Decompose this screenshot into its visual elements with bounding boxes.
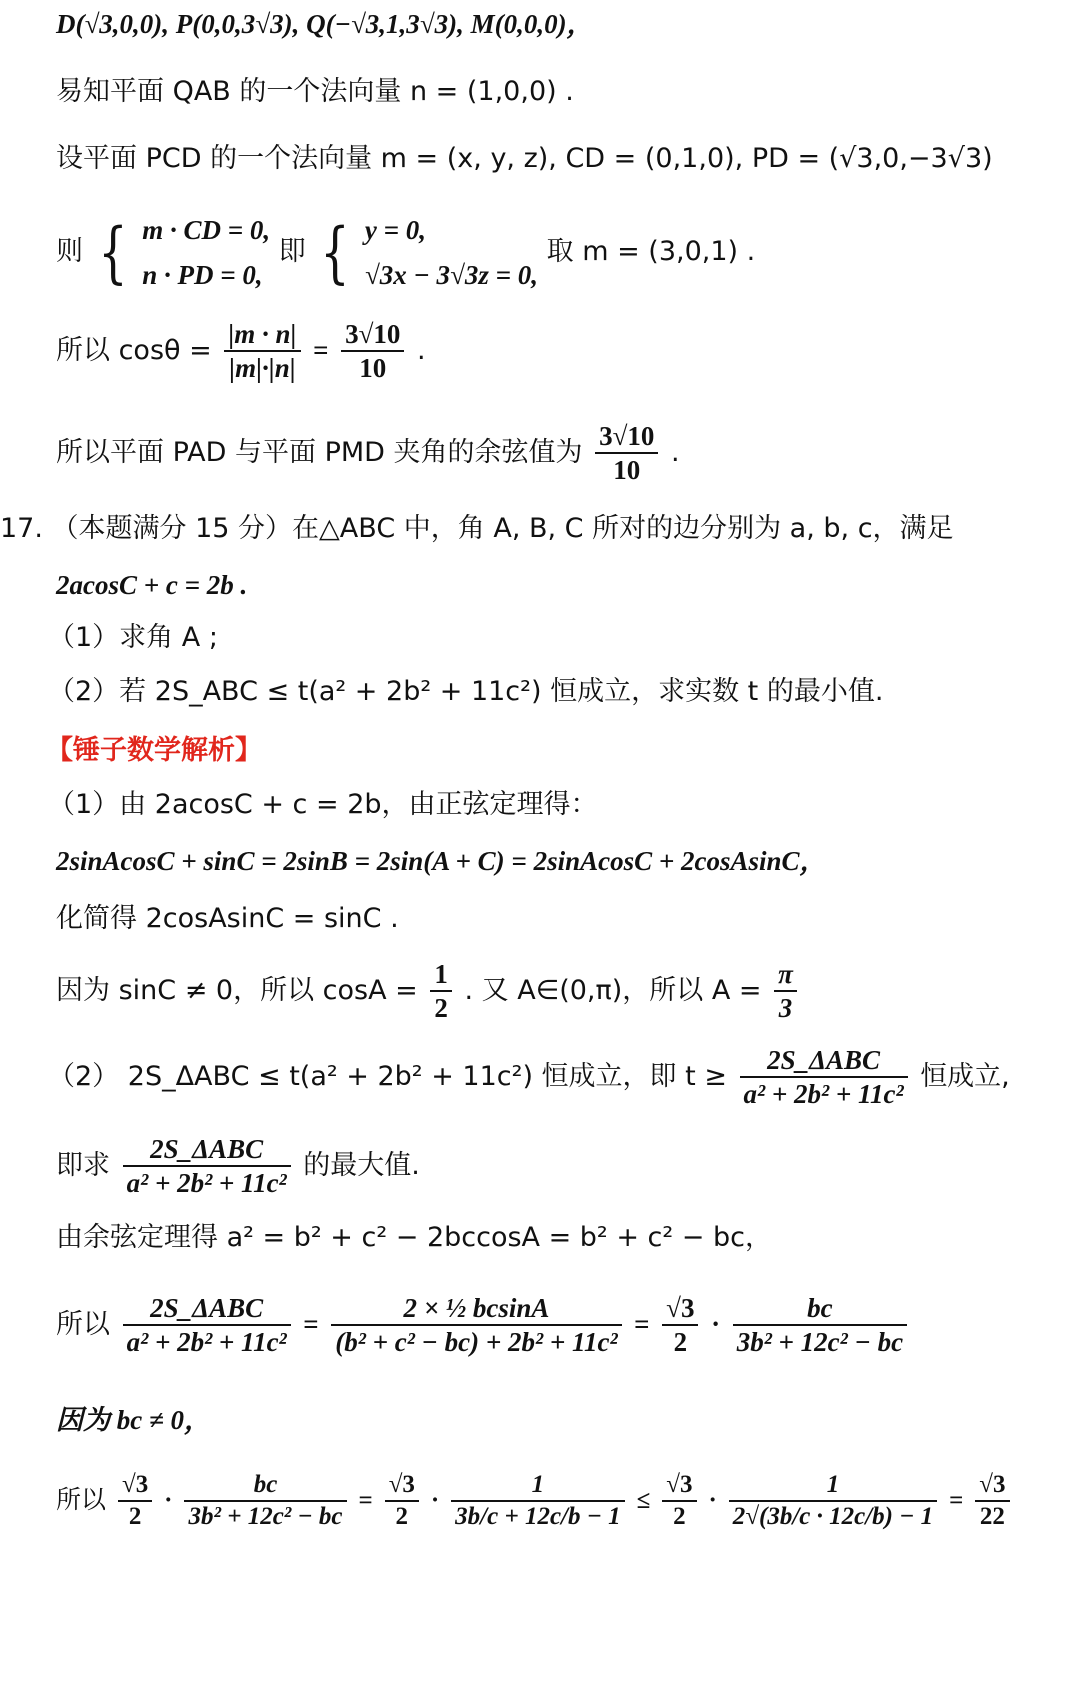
fraction-denominator: 3 (778, 993, 793, 1024)
solution-sine-expansion: 2sinAcosC + sinC = 2sinB = 2sin(A + C) = 2sinAcosC + 2cosAsinC， (56, 846, 827, 876)
final-fraction-7 (975, 1470, 1009, 1532)
left-brace-2: { (320, 213, 350, 291)
solution-heading: 【锤子数学解析】 (46, 735, 262, 766)
solution-find-max (56, 1133, 420, 1200)
find-label: 即求 (56, 1149, 110, 1181)
therefore-label: 所以 (56, 1485, 107, 1514)
system-1 (142, 208, 270, 297)
fraction-denominator: 10 (613, 455, 641, 486)
cos-a-fraction (430, 958, 452, 1025)
solution-angle-a (56, 958, 801, 1025)
left-brace-1: { (97, 213, 128, 291)
fraction-denominator: 3b/c + 12c/b − 1 (455, 1503, 621, 1530)
angle-cosine-conclusion (56, 420, 680, 487)
inequality-fraction (740, 1044, 908, 1111)
system-1-eq-a: m · CD = 0, (142, 215, 271, 245)
solution-cosine-law: 由余弦定理得 a² = b² + c² − 2bccosA = b² + c² − bc， (56, 1222, 772, 1253)
coordinates-line: D(√3,0,0), P(0,0,3√3), Q(−√3,1,3√3), M(0,0,0)， (56, 9, 594, 39)
therefore-label: 所以 (56, 1308, 110, 1340)
final-fraction-5 (662, 1470, 696, 1532)
question-17-part-2: （2）若 2S_ABC ≤ t(a² + 2b² + 11c²) 恒成立，求实数 t 的最小值. (48, 676, 884, 707)
fraction-numerator: 2 × ½ bcsinA (331, 1292, 621, 1326)
dot-operator: · (164, 1487, 173, 1514)
conclusion-text: 所以平面 PAD 与平面 PMD 夹角的余弦值为 (56, 436, 583, 468)
equation-system-line (56, 208, 755, 297)
fraction-denominator: a² + 2b² + 11c² (743, 1079, 904, 1110)
sub-fraction-1 (123, 1292, 291, 1359)
fraction-numerator: √3 (975, 1470, 1009, 1502)
fraction-numerator: |m · n| (224, 318, 300, 352)
final-fraction-3 (385, 1470, 419, 1532)
dot-operator: · (708, 1487, 717, 1514)
holds-text: 恒成立, (920, 1060, 1010, 1092)
cos-theta-fraction-2 (341, 318, 404, 385)
fraction-numerator: 2S_ΔABC (740, 1044, 908, 1078)
angle-range-text: . 又 A∈(0,π)，所以 A = (464, 974, 762, 1006)
equals-sign: = (303, 1308, 319, 1339)
equals-sign: = (949, 1487, 964, 1514)
fraction-numerator: 2S_ΔABC (123, 1133, 291, 1167)
fraction-numerator: bc (184, 1470, 346, 1502)
fraction-denominator: 22 (979, 1503, 1005, 1530)
fraction-numerator: 3√10 (595, 420, 658, 454)
final-fraction-2 (184, 1470, 346, 1532)
inequality-text: （2） 2S_ΔABC ≤ t(a² + 2b² + 11c²) 恒成立，即 t ≥ (48, 1060, 727, 1092)
question-17-part-1: （1）求角 A ; (48, 622, 218, 653)
final-fraction-1 (118, 1470, 152, 1532)
normal-vector-pcd: 设平面 PCD 的一个法向量 m = (x, y, z), CD = (0,1,0), PD = (√3,0,−3√3) (56, 143, 993, 174)
dot-operator: · (430, 1487, 440, 1514)
fraction-denominator: (b² + c² − bc) + 2b² + 11c² (335, 1327, 618, 1358)
fraction-numerator: π (774, 958, 797, 992)
fraction-numerator: 1 (729, 1470, 937, 1502)
fraction-numerator: 1 (430, 958, 452, 992)
final-fraction-4 (451, 1470, 624, 1532)
solution-final-chain (56, 1470, 1014, 1532)
fraction-numerator: √3 (118, 1470, 152, 1502)
fraction-denominator: 3b² + 12c² − bc (188, 1503, 343, 1530)
angle-a-fraction (774, 958, 797, 1025)
period: . (671, 436, 680, 468)
system-1-eq-b: n · PD = 0, (142, 259, 263, 290)
fraction-denominator: a² + 2b² + 11c² (126, 1168, 287, 1199)
equals-sign: = (313, 334, 329, 365)
then-label: 则 (56, 236, 83, 268)
final-fraction-6 (729, 1470, 937, 1532)
sub-fraction-2 (331, 1292, 621, 1359)
solution-substitution (56, 1292, 911, 1359)
fraction-denominator: a² + 2b² + 11c² (126, 1327, 287, 1358)
system-2-eq-a: y = 0, (364, 215, 426, 245)
fraction-numerator: √3 (662, 1292, 698, 1326)
namely-label: 即 (278, 236, 306, 268)
period: . (417, 334, 426, 366)
fraction-numerator: bc (733, 1292, 907, 1326)
cos-a-label: 因为 sinC ≠ 0，所以 cosA = (56, 974, 418, 1006)
system-2-eq-b: √3x − 3√3z = 0, (364, 259, 539, 290)
fraction-denominator: |m|·|n| (229, 353, 296, 384)
sub-fraction-4 (733, 1292, 907, 1359)
max-value-text: 的最大值. (303, 1149, 420, 1181)
fraction-numerator: 3√10 (341, 318, 404, 352)
conclusion-fraction (595, 420, 658, 487)
cos-theta-label: 所以 cosθ = (56, 334, 212, 366)
solution-part-1-intro: （1）由 2acosC + c = 2b，由正弦定理得： (48, 789, 598, 820)
fraction-denominator: 2 (673, 1503, 686, 1530)
fraction-denominator: 2 (395, 1503, 409, 1530)
dot-operator: · (711, 1308, 721, 1339)
fraction-numerator: √3 (662, 1470, 696, 1502)
fraction-denominator: 2 (673, 1327, 688, 1358)
less-equal-sign: ≤ (636, 1487, 651, 1514)
max-fraction (123, 1133, 291, 1200)
fraction-denominator: 2√(3b/c · 12c/b) − 1 (732, 1503, 934, 1530)
take-m-label: 取 m = (3,0,1) . (546, 236, 756, 268)
fraction-denominator: 10 (359, 353, 387, 384)
question-17-stem: 17. （本题满分 15 分）在△ABC 中，角 A, B, C 所对的边分别为 a, b, c，满足 (0, 513, 954, 544)
system-2 (365, 208, 538, 297)
fraction-numerator: √3 (385, 1470, 419, 1502)
solution-part-2-inequality (48, 1044, 1010, 1111)
fraction-numerator: 2S_ΔABC (123, 1292, 291, 1326)
equals-sign: = (634, 1308, 650, 1339)
solution-bc-nonzero: 因为 bc ≠ 0， (56, 1405, 212, 1435)
question-17-condition: 2acosC + c = 2b . (56, 570, 248, 600)
fraction-numerator: 1 (451, 1470, 624, 1502)
fraction-denominator: 2 (128, 1503, 142, 1530)
cos-theta-fraction-1 (224, 318, 300, 385)
cos-theta-line (56, 318, 426, 385)
normal-vector-qab: 易知平面 QAB 的一个法向量 n = (1,0,0) . (56, 76, 574, 107)
equals-sign: = (358, 1487, 373, 1514)
fraction-denominator: 3b² + 12c² − bc (736, 1327, 904, 1358)
sub-fraction-3 (662, 1292, 698, 1359)
solution-simplified: 化简得 2cosAsinC = sinC . (56, 903, 399, 934)
fraction-denominator: 2 (434, 993, 448, 1024)
